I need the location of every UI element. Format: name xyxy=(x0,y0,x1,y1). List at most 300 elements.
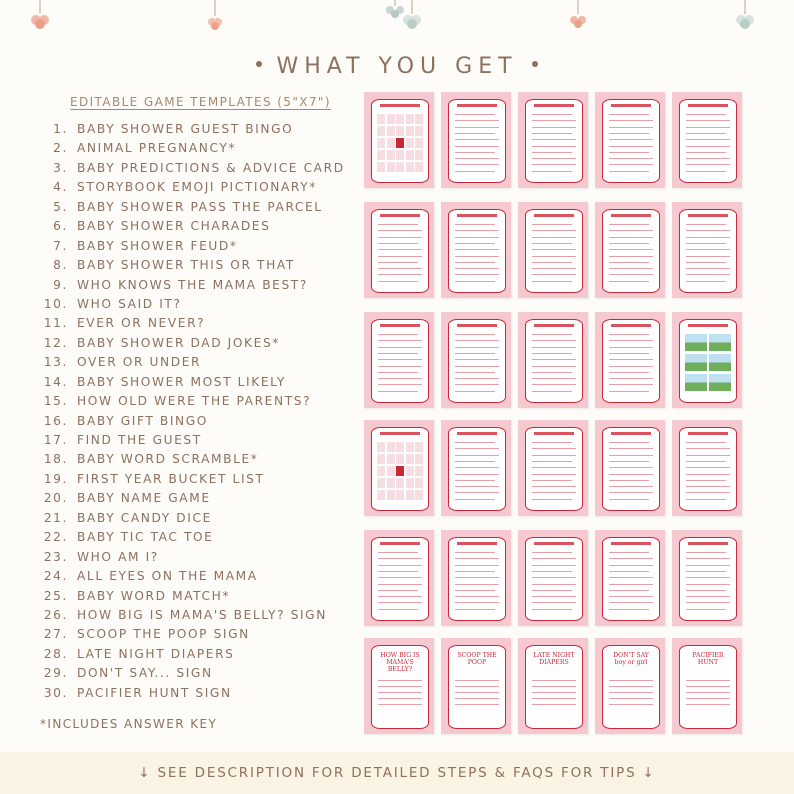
bingo-cell xyxy=(415,454,423,464)
sign-card-line xyxy=(609,686,653,687)
template-line xyxy=(532,609,572,610)
template-card xyxy=(595,92,665,188)
list-item-number: 15. xyxy=(43,394,68,409)
template-sheet xyxy=(679,537,737,621)
template-header xyxy=(611,324,651,327)
list-item-number: 3. xyxy=(53,160,68,175)
title-dot-right xyxy=(532,61,538,67)
template-line xyxy=(609,127,653,128)
list-item xyxy=(40,470,345,489)
template-header xyxy=(688,214,728,217)
template-line xyxy=(532,224,572,225)
template-line xyxy=(532,461,572,462)
template-line xyxy=(532,353,572,354)
template-header xyxy=(688,542,728,545)
template-line xyxy=(455,243,495,244)
template-line xyxy=(686,127,730,128)
sign-card-line xyxy=(455,692,499,693)
template-line xyxy=(532,274,576,275)
template-line xyxy=(455,571,495,572)
template-line xyxy=(686,474,730,475)
bingo-cell xyxy=(387,490,395,500)
template-line xyxy=(686,243,726,244)
template-line xyxy=(686,602,730,603)
template-line xyxy=(609,372,649,373)
template-line xyxy=(609,492,653,493)
template-header xyxy=(534,324,574,327)
list-item-number: 12. xyxy=(43,335,68,350)
template-line xyxy=(455,480,495,481)
template-line xyxy=(455,158,499,159)
template-line xyxy=(686,571,726,572)
bingo-cell xyxy=(406,466,414,476)
list-item xyxy=(40,237,345,256)
list-item-number: 30. xyxy=(43,685,68,700)
template-line xyxy=(455,565,499,566)
template-sheet xyxy=(679,99,737,183)
template-line xyxy=(532,448,576,449)
list-item-label: FIND THE GUEST xyxy=(77,433,202,447)
list-item xyxy=(40,606,345,625)
template-sheet xyxy=(602,427,660,511)
template-line xyxy=(455,474,499,475)
answer-key-note: *INCLUDES ANSWER KEY xyxy=(40,717,218,731)
template-card xyxy=(364,92,434,188)
template-line xyxy=(686,281,726,282)
template-line xyxy=(686,590,726,591)
list-item-label: BABY WORD MATCH* xyxy=(77,588,231,603)
page-title-text: WHAT YOU GET xyxy=(276,54,518,79)
sign-card-title: DON'T SAY boy or girl xyxy=(613,652,649,666)
template-line xyxy=(532,334,572,335)
template-line xyxy=(378,378,422,379)
photo-thumb xyxy=(709,334,731,351)
list-item xyxy=(40,353,345,372)
list-item-label: LATE NIGHT DIAPERS xyxy=(77,646,235,661)
template-card xyxy=(518,638,588,734)
bingo-cell xyxy=(387,114,395,124)
template-line xyxy=(532,152,572,153)
bingo-cell xyxy=(406,454,414,464)
bingo-cell xyxy=(387,150,395,160)
list-heading: EDITABLE GAME TEMPLATES (5"X7") xyxy=(70,95,331,109)
list-item xyxy=(40,139,345,158)
template-line xyxy=(532,114,572,115)
template-header xyxy=(380,432,420,435)
list-item-label: BABY TIC TAC TOE xyxy=(77,530,214,545)
template-line xyxy=(609,455,653,456)
template-line xyxy=(455,340,499,341)
bingo-cell xyxy=(377,454,385,464)
template-line xyxy=(378,596,422,597)
template-line xyxy=(532,467,576,468)
template-line xyxy=(532,480,572,481)
list-item xyxy=(40,276,345,295)
template-sheet xyxy=(679,427,737,511)
template-line xyxy=(609,262,649,263)
template-card xyxy=(518,420,588,516)
template-header xyxy=(534,104,574,107)
template-sheet xyxy=(525,319,583,403)
template-line xyxy=(686,486,730,487)
template-card xyxy=(441,530,511,626)
template-line xyxy=(455,391,495,392)
template-line xyxy=(532,384,576,385)
sign-card-line xyxy=(609,704,653,705)
template-header xyxy=(380,324,420,327)
template-sheet xyxy=(525,645,583,729)
bingo-cell xyxy=(377,466,385,476)
template-header xyxy=(534,214,574,217)
bingo-cell xyxy=(396,454,404,464)
template-sheet xyxy=(602,319,660,403)
template-line xyxy=(455,268,499,269)
template-card xyxy=(441,312,511,408)
list-item-number: 4. xyxy=(53,180,68,195)
list-item xyxy=(40,548,345,567)
template-line xyxy=(455,334,495,335)
template-line xyxy=(455,378,499,379)
template-line xyxy=(686,171,726,172)
template-line xyxy=(609,384,653,385)
template-line xyxy=(609,281,649,282)
template-line xyxy=(686,164,730,165)
template-line xyxy=(378,274,422,275)
template-line xyxy=(455,224,495,225)
template-line xyxy=(609,359,653,360)
template-card xyxy=(672,92,742,188)
list-item-number: 9. xyxy=(53,277,68,292)
bingo-cell xyxy=(415,114,423,124)
list-item-number: 25. xyxy=(43,588,68,603)
template-line xyxy=(532,577,576,578)
bingo-cell xyxy=(415,126,423,136)
template-card xyxy=(364,420,434,516)
template-line xyxy=(455,347,499,348)
template-card xyxy=(441,92,511,188)
list-item-number: 18. xyxy=(43,452,68,467)
bingo-cell xyxy=(396,466,404,476)
template-line xyxy=(609,609,649,610)
template-card xyxy=(364,202,434,298)
bingo-cell xyxy=(415,150,423,160)
bingo-cell xyxy=(396,442,404,452)
list-item-label: BABY SHOWER DAD JOKES* xyxy=(77,335,280,350)
template-line xyxy=(378,565,422,566)
template-sheet xyxy=(602,209,660,293)
template-line xyxy=(455,139,499,140)
template-sheet xyxy=(679,319,737,403)
template-line xyxy=(378,584,422,585)
template-card xyxy=(518,202,588,298)
template-line xyxy=(378,340,422,341)
template-line xyxy=(686,442,726,443)
list-item-label: BABY NAME GAME xyxy=(77,491,211,506)
template-header xyxy=(457,432,497,435)
template-line xyxy=(609,274,653,275)
template-line xyxy=(609,237,653,238)
flower-icon xyxy=(570,0,586,28)
template-card xyxy=(518,92,588,188)
template-sheet xyxy=(448,99,506,183)
bingo-cell xyxy=(406,490,414,500)
template-line xyxy=(609,571,649,572)
template-line xyxy=(609,114,649,115)
bingo-cell xyxy=(387,466,395,476)
template-line xyxy=(455,609,495,610)
template-line xyxy=(686,274,730,275)
template-header xyxy=(688,324,728,327)
template-line xyxy=(609,442,649,443)
template-line xyxy=(455,486,499,487)
template-line xyxy=(609,391,649,392)
template-sheet xyxy=(448,427,506,511)
template-line xyxy=(609,139,653,140)
template-line xyxy=(532,171,572,172)
sign-card-line xyxy=(532,680,576,681)
bingo-cell xyxy=(387,478,395,488)
list-item-number: 28. xyxy=(43,646,68,661)
template-line xyxy=(532,442,572,443)
template-line xyxy=(455,133,495,134)
footer-banner xyxy=(0,752,794,794)
sign-card-line xyxy=(378,698,422,699)
template-line xyxy=(532,552,572,553)
template-line xyxy=(532,281,572,282)
template-sheet xyxy=(448,645,506,729)
template-line xyxy=(609,577,653,578)
template-line xyxy=(686,114,726,115)
template-line xyxy=(532,340,576,341)
list-item xyxy=(40,256,345,275)
template-sheet xyxy=(602,645,660,729)
template-line xyxy=(686,499,726,500)
template-line xyxy=(609,158,653,159)
template-line xyxy=(609,347,653,348)
list-item-label: EVER OR NEVER? xyxy=(77,316,206,331)
template-line xyxy=(532,584,576,585)
title-dot-left xyxy=(256,61,262,67)
template-line xyxy=(609,164,653,165)
sign-card-line xyxy=(686,698,730,699)
template-line xyxy=(609,120,653,121)
list-item xyxy=(40,217,345,236)
template-card xyxy=(672,420,742,516)
list-item xyxy=(40,625,345,644)
bingo-cell xyxy=(415,138,423,148)
template-line xyxy=(609,596,653,597)
template-line xyxy=(378,552,418,553)
template-line xyxy=(455,164,499,165)
list-item-label: BABY SHOWER CHARADES xyxy=(77,219,271,234)
list-item-label: SCOOP THE POOP SIGN xyxy=(77,627,250,642)
template-line xyxy=(455,152,495,153)
template-line xyxy=(378,366,422,367)
list-item-number: 20. xyxy=(43,491,68,506)
template-card xyxy=(364,638,434,734)
sign-card-line xyxy=(378,686,422,687)
sign-card-line xyxy=(609,680,653,681)
list-item-label: ANIMAL PREGNANCY* xyxy=(77,141,237,156)
list-item-label: PACIFIER HUNT SIGN xyxy=(77,685,232,700)
template-card xyxy=(595,202,665,298)
template-sheet xyxy=(448,209,506,293)
template-line xyxy=(378,571,418,572)
template-line xyxy=(455,171,495,172)
template-line xyxy=(609,448,653,449)
bingo-cell xyxy=(396,478,404,488)
template-sheet xyxy=(525,209,583,293)
template-line xyxy=(686,558,730,559)
template-line xyxy=(532,146,576,147)
template-line xyxy=(455,353,495,354)
template-line xyxy=(532,256,576,257)
list-item-label: HOW BIG IS MAMA'S BELLY? SIGN xyxy=(77,607,327,622)
sign-card-line xyxy=(378,692,422,693)
list-item xyxy=(40,509,345,528)
list-item xyxy=(40,392,345,411)
sign-card-line xyxy=(532,692,576,693)
template-line xyxy=(686,596,730,597)
flower-icon xyxy=(208,0,222,30)
bingo-cell xyxy=(415,442,423,452)
template-line xyxy=(378,249,422,250)
template-line xyxy=(378,590,418,591)
bingo-cell xyxy=(377,150,385,160)
list-item xyxy=(40,664,345,683)
bingo-cell xyxy=(406,442,414,452)
template-line xyxy=(686,152,726,153)
list-item-number: 7. xyxy=(53,238,68,253)
template-line xyxy=(686,565,730,566)
template-line xyxy=(455,146,499,147)
template-line xyxy=(686,492,730,493)
template-sheet xyxy=(371,209,429,293)
template-line xyxy=(686,584,730,585)
sign-card-line xyxy=(378,680,422,681)
template-sheet xyxy=(448,319,506,403)
template-header xyxy=(611,214,651,217)
template-card xyxy=(595,638,665,734)
template-line xyxy=(686,256,730,257)
template-line xyxy=(455,602,499,603)
template-line xyxy=(455,372,495,373)
template-header xyxy=(611,104,651,107)
template-line xyxy=(532,474,576,475)
template-sheet xyxy=(371,99,429,183)
template-sheet xyxy=(525,99,583,183)
list-item-label: BABY PREDICTIONS & ADVICE CARD xyxy=(77,160,345,175)
template-line xyxy=(532,596,576,597)
template-line xyxy=(378,577,422,578)
list-item xyxy=(40,159,345,178)
template-line xyxy=(378,237,422,238)
list-item-number: 14. xyxy=(43,374,68,389)
template-line xyxy=(378,609,418,610)
template-line xyxy=(686,139,730,140)
template-line xyxy=(378,230,422,231)
template-card xyxy=(518,530,588,626)
list-item xyxy=(40,295,345,314)
list-item-label: BABY GIFT BINGO xyxy=(77,413,208,428)
template-line xyxy=(609,243,649,244)
template-line xyxy=(532,486,576,487)
template-header xyxy=(457,542,497,545)
bingo-cell xyxy=(396,162,404,172)
list-item-number: 10. xyxy=(43,296,68,311)
template-line xyxy=(609,552,649,553)
template-line xyxy=(609,268,653,269)
photo-thumb xyxy=(709,354,731,371)
template-line xyxy=(378,372,418,373)
bingo-cell xyxy=(406,162,414,172)
template-line xyxy=(532,571,572,572)
list-item-number: 21. xyxy=(43,510,68,525)
template-line xyxy=(686,146,730,147)
template-line xyxy=(609,334,649,335)
template-line xyxy=(609,461,649,462)
bingo-cell xyxy=(396,114,404,124)
template-header xyxy=(534,432,574,435)
template-line xyxy=(455,499,495,500)
list-item-label: BABY CANDY DICE xyxy=(77,510,212,525)
template-line xyxy=(609,467,653,468)
list-item-label: ALL EYES ON THE MAMA xyxy=(77,569,258,584)
sign-card-line xyxy=(455,698,499,699)
template-card xyxy=(672,638,742,734)
template-line xyxy=(532,602,576,603)
template-line xyxy=(609,224,649,225)
list-item xyxy=(40,431,345,450)
template-line xyxy=(455,461,495,462)
template-sheet xyxy=(602,537,660,621)
list-item-number: 27. xyxy=(43,627,68,642)
template-card xyxy=(672,312,742,408)
template-line xyxy=(532,230,576,231)
template-line xyxy=(532,243,572,244)
list-item-number: 17. xyxy=(43,433,68,447)
template-line xyxy=(686,609,726,610)
photo-thumb xyxy=(685,354,707,371)
template-line xyxy=(609,378,653,379)
template-line xyxy=(455,114,495,115)
template-line xyxy=(686,268,730,269)
template-line xyxy=(532,268,576,269)
template-line xyxy=(532,120,576,121)
template-line xyxy=(532,359,576,360)
bingo-cell xyxy=(387,442,395,452)
template-line xyxy=(609,474,653,475)
bingo-cell xyxy=(377,478,385,488)
template-line xyxy=(532,455,576,456)
template-line xyxy=(532,133,572,134)
template-line xyxy=(609,230,653,231)
template-line xyxy=(455,366,499,367)
template-header xyxy=(457,324,497,327)
list-item-number: 29. xyxy=(43,666,68,681)
template-line xyxy=(455,237,499,238)
template-sheet xyxy=(679,209,737,293)
template-line xyxy=(609,171,649,172)
template-line xyxy=(378,281,418,282)
sign-card-line xyxy=(455,704,499,705)
template-line xyxy=(455,249,499,250)
template-card xyxy=(595,530,665,626)
list-item xyxy=(40,120,345,139)
template-card xyxy=(595,312,665,408)
bingo-cell xyxy=(415,478,423,488)
template-line xyxy=(609,565,653,566)
